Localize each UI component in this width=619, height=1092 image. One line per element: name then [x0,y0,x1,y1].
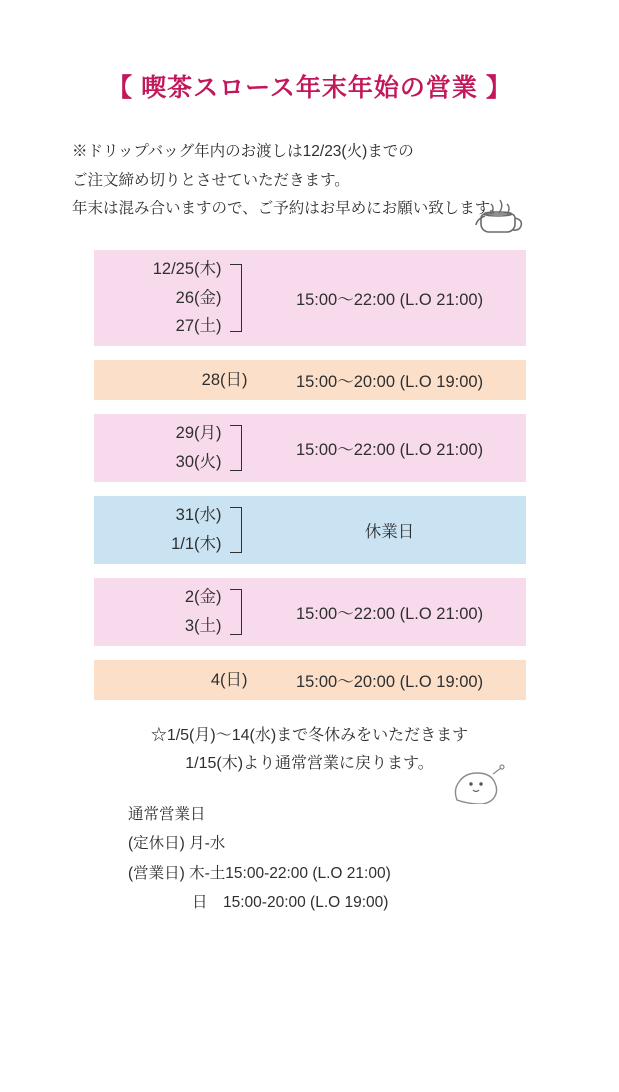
bracket-icon [230,264,242,332]
regular-hours-closed: (定休日) 月-水 [128,835,226,853]
schedule-date: 30(火) [175,453,222,472]
bracket-icon [230,507,242,553]
schedule-hours: 15:00〜22:00 (L.O 21:00) [295,291,484,310]
schedule-date: 27(土) [175,317,222,336]
schedule-row [94,496,526,564]
schedule-dates [94,666,254,695]
regular-hours-heading: 通常営業日 [128,806,206,824]
teapot-icon [471,186,527,242]
schedule-date: 12/25(木) [152,259,222,278]
schedule-date: 1/1(木) [171,535,222,554]
intro-line-3: 年末は混み合いますので、ご予約はお早めにお願い致します。 [72,200,505,218]
schedule-row [94,414,526,482]
winter-break-notes [0,722,619,778]
schedule-dates [94,583,254,641]
regular-hours-open: (営業日) 木-土15:00-22:00 (L.O 21:00) [128,864,391,882]
schedule-row [94,250,526,346]
intro-paragraph [72,138,619,224]
schedule-dates [94,501,254,559]
note-line-1: ☆1/5(月)〜14(水)まで冬休みをいただきます [150,727,469,745]
schedule-dates [94,366,254,395]
schedule-date: 26(金) [175,288,222,307]
schedule-hours: 15:00〜22:00 (L.O 21:00) [295,605,484,624]
page-title: 【 喫茶スロース年末年始の営業 】 [107,74,512,102]
schedule-row [94,578,526,646]
schedule-dates [94,255,254,342]
note-line-2: 1/15(木)より通常営業に戻ります。 [185,755,434,773]
schedule-date: 2(金) [184,588,222,607]
schedule-table [94,250,526,700]
schedule-dates [94,419,254,477]
bracket-icon [230,589,242,635]
schedule-hours: 休業日 [364,523,415,542]
regular-hours-sunday: 日 15:00-20:00 (L.O 19:00) [192,894,389,912]
schedule-date: 31(水) [175,506,222,525]
schedule-hours: 15:00〜20:00 (L.O 19:00) [295,673,484,692]
regular-hours-block [128,800,619,918]
schedule-date: 4(日) [210,670,248,689]
intro-line-2: ご注文締め切りとさせていただきます。 [72,171,350,189]
schedule-row [94,660,526,700]
schedule-hours: 15:00〜20:00 (L.O 19:00) [295,373,484,392]
ghost-icon [445,756,507,804]
intro-line-1: ※ドリップバッグ年内のお渡しは12/23(火)までの [72,143,414,160]
schedule-date: 29(月) [175,424,222,443]
bracket-icon [230,425,242,471]
schedule-date: 3(土) [184,617,222,636]
schedule-hours: 15:00〜22:00 (L.O 21:00) [295,441,484,460]
schedule-date: 28(日) [201,370,248,389]
flyer-page [0,68,619,1092]
schedule-row [94,360,526,400]
